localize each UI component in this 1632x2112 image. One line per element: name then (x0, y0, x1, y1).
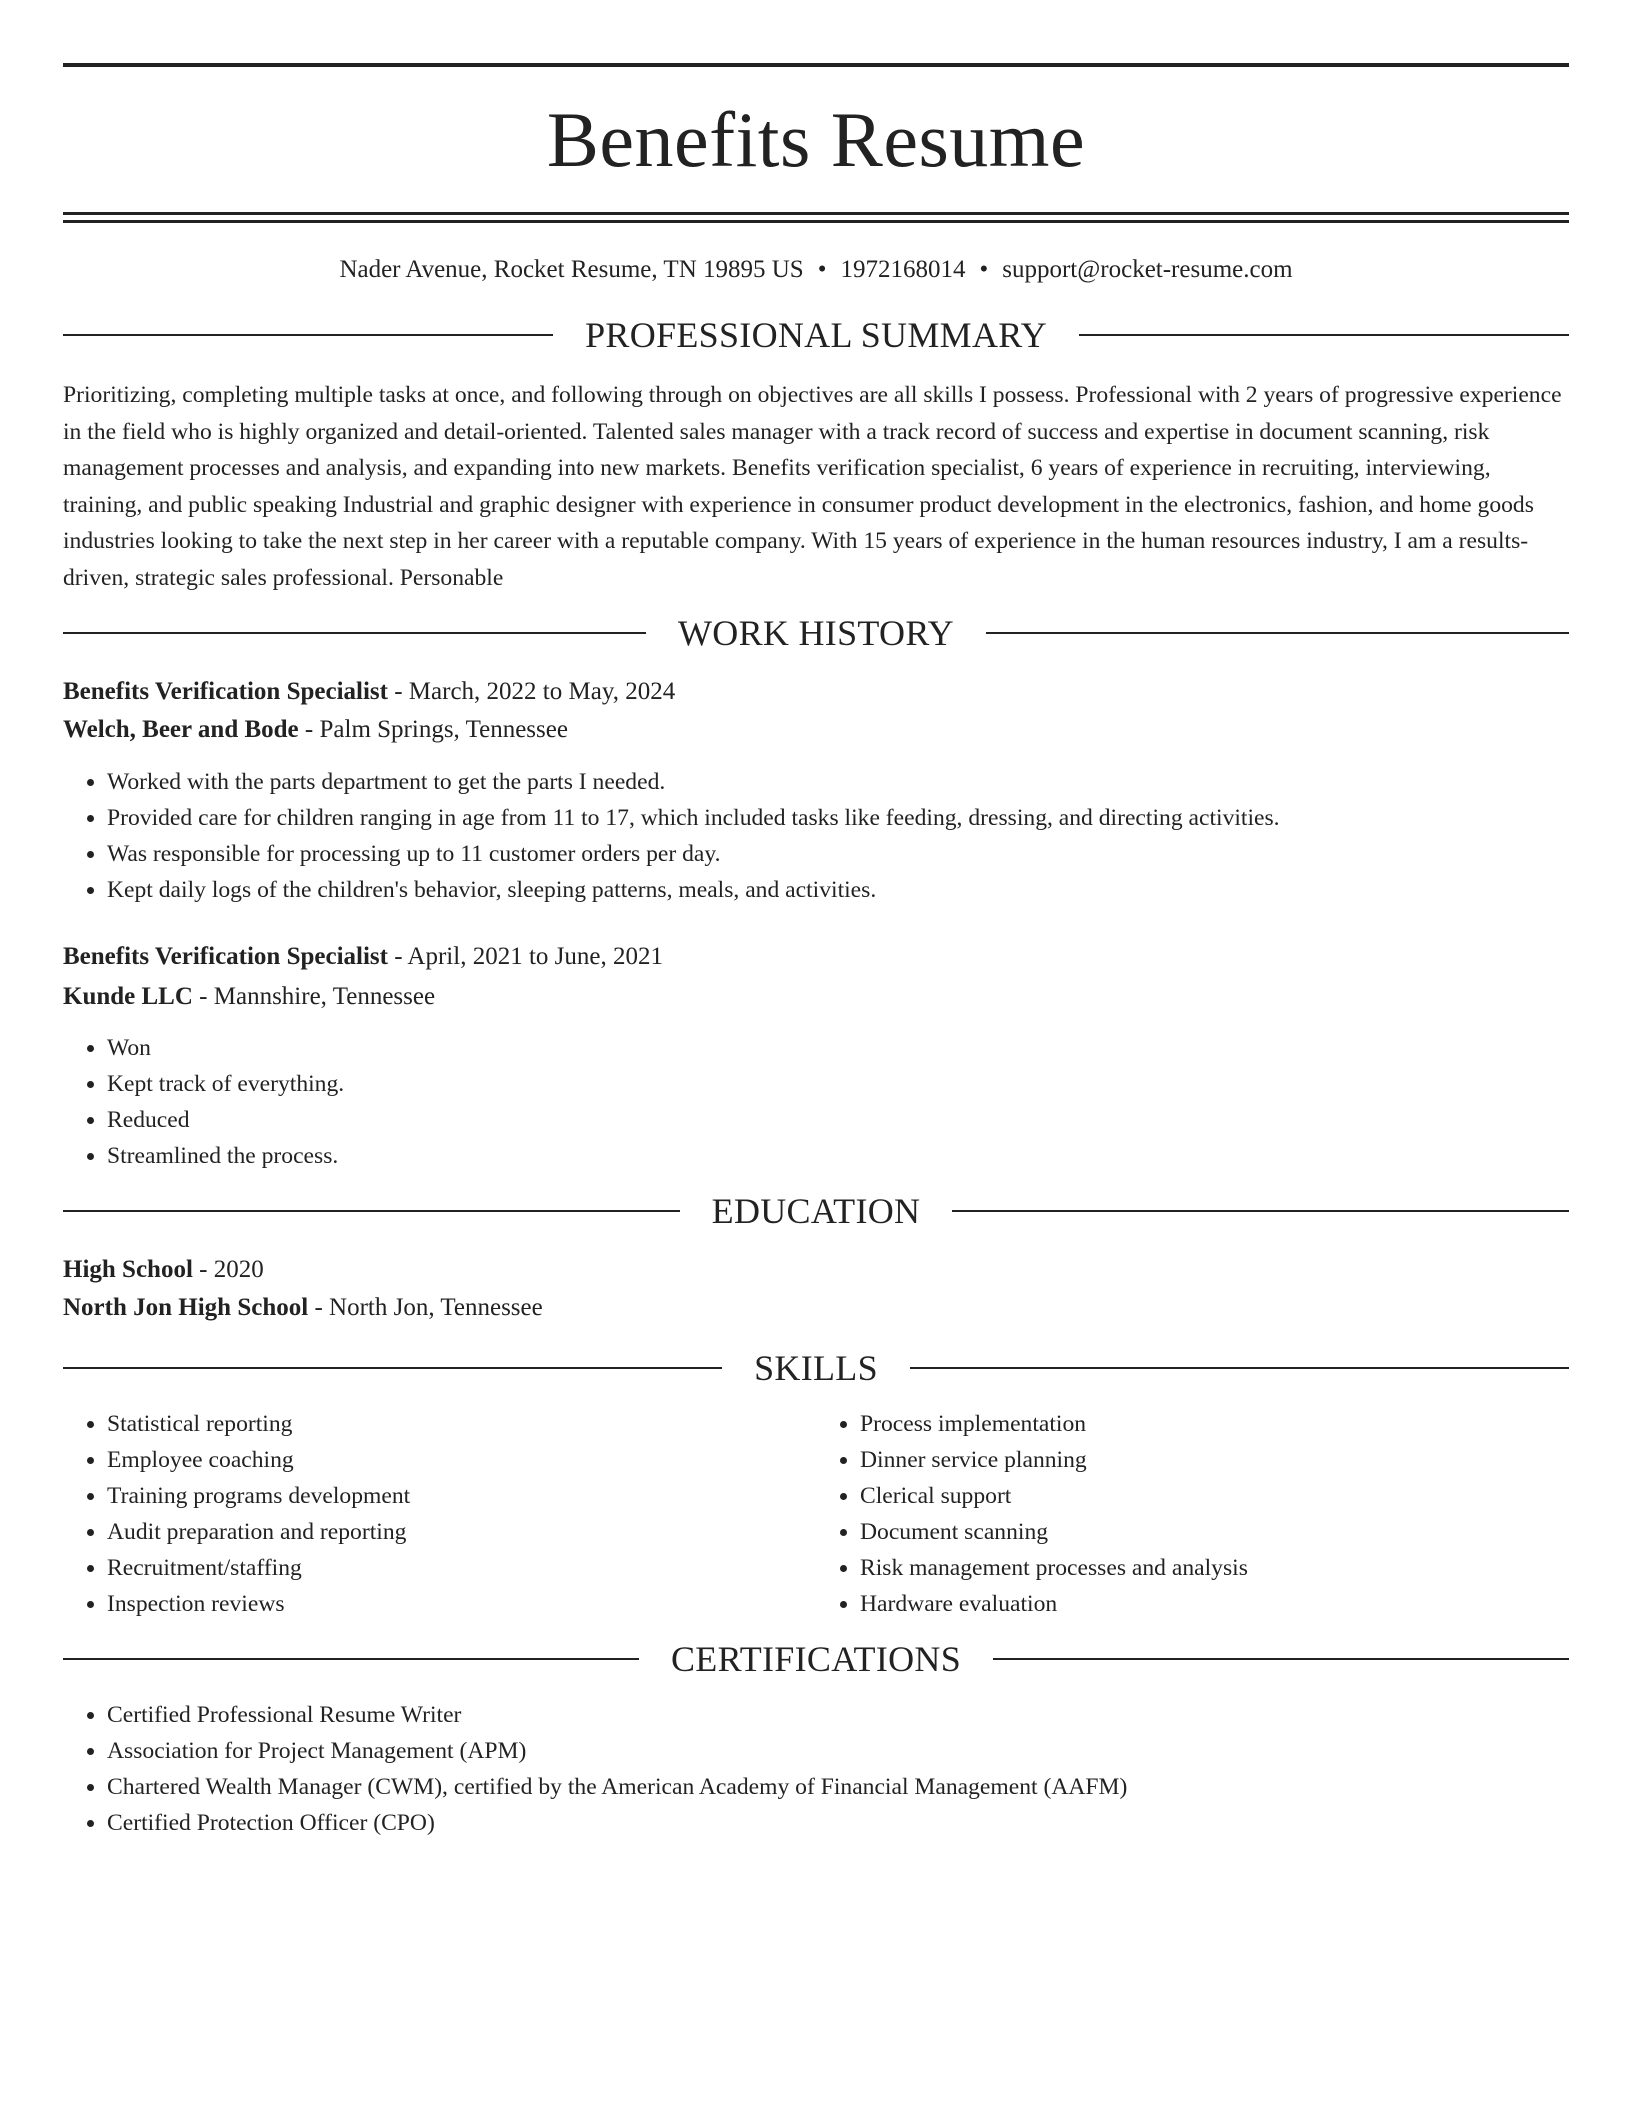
heading-rule (952, 1210, 1569, 1212)
job-location: - Mannshire, Tennessee (192, 983, 436, 1010)
job-title: Benefits Verification Specialist (63, 943, 388, 970)
certifications-list (63, 1697, 1569, 1841)
job-entry (63, 673, 1569, 908)
job-company-line (63, 978, 1569, 1016)
list-item: • Association for Project Management (APM) (107, 1733, 1569, 1769)
list-item: • Inspection reviews (107, 1586, 816, 1622)
contact-address: Nader Avenue, Rocket Resume, TN 19895 US (339, 256, 804, 283)
heading-rule (986, 632, 1569, 634)
list-item: • Was responsible for processing up to 11 customer orders per day. (107, 836, 1569, 872)
list-item: • Employee coaching (107, 1442, 816, 1478)
list-item: • Recruitment/staffing (107, 1550, 816, 1586)
job-entry (63, 938, 1569, 1174)
education-school: North Jon High School (63, 1294, 309, 1321)
section-heading-certifications (63, 1641, 1569, 1677)
contact-separator: • (817, 256, 827, 283)
job-bullets (63, 764, 1569, 908)
heading-rule (910, 1367, 1569, 1369)
section-heading-work-history (63, 615, 1569, 651)
resume-title: Benefits Resume (546, 96, 1086, 183)
skills-list-left (63, 1406, 816, 1622)
education-degree: High School (63, 1256, 193, 1283)
section-heading-education (63, 1193, 1569, 1229)
list-item: • Dinner service planning (860, 1442, 1569, 1478)
job-bullets (63, 1030, 1569, 1174)
heading-rule (63, 1210, 680, 1212)
skills-grid (63, 1406, 1569, 1622)
list-item: • Reduced (107, 1102, 1569, 1138)
education-location: - North Jon, Tennessee (308, 1294, 543, 1321)
job-title: Benefits Verification Specialist (63, 678, 388, 705)
education-entry (63, 1251, 1569, 1327)
contact-line (63, 257, 1569, 282)
section-title: CERTIFICATIONS (670, 1639, 962, 1679)
list-item: • Chartered Wealth Manager (CWM), certified by the American Academy of Financial Management (AAFM) (107, 1769, 1569, 1805)
list-item: • Worked with the parts department to get the parts I needed. (107, 764, 1569, 800)
list-item: • Certified Professional Resume Writer (107, 1697, 1569, 1733)
list-item: • Kept daily logs of the children's behavior, sleeping patterns, meals, and activities. (107, 872, 1569, 908)
section-title: WORK HISTORY (678, 613, 954, 653)
section-title: PROFESSIONAL SUMMARY (585, 315, 1047, 355)
heading-rule (993, 1658, 1569, 1660)
heading-rule (1079, 334, 1569, 336)
list-item: • Kept track of everything. (107, 1066, 1569, 1102)
list-item: • Risk management processes and analysis (860, 1550, 1569, 1586)
list-item: • Provided care for children ranging in age from 11 to 17, which included tasks like feeding, dressing, and directing activities. (107, 800, 1569, 836)
education-school-line (63, 1289, 1569, 1327)
contact-phone: 1972168014 (840, 256, 966, 283)
contact-separator: • (979, 256, 989, 283)
job-company-line (63, 711, 1569, 749)
list-item: • Statistical reporting (107, 1406, 816, 1442)
list-item: • Won (107, 1030, 1569, 1066)
education-year: - 2020 (192, 1256, 264, 1283)
list-item: • Audit preparation and reporting (107, 1514, 816, 1550)
job-title-line (63, 938, 1569, 976)
list-item: • Certified Protection Officer (CPO) (107, 1805, 1569, 1841)
list-item: • Process implementation (860, 1406, 1569, 1442)
list-item: • Training programs development (107, 1478, 816, 1514)
summary-text: Prioritizing, completing multiple tasks at once, and following through on objectives are all skills I possess. Professional with 2 years of progressive experience in the field who is highly organized and detail-oriented. Talented sales manager with a track record of success and expertise in document scanning, risk management processes and analysis, and expanding into new markets. Benefits verification specialist, 6 years of experience in recruiting, interviewing, training, and public speaking Industrial and graphic designer with experience in consumer product development in the electronics, fashion, and home goods industries looking to take the next step in her career with a reputable company. With 15 years of experience in the human resources industry, I am a results-driven, strategic sales professional. Personable (63, 382, 1562, 591)
section-title: SKILLS (754, 1348, 878, 1388)
job-location: - Palm Springs, Tennessee (298, 716, 568, 743)
education-degree-line (63, 1251, 1569, 1289)
skills-list-right (816, 1406, 1569, 1622)
job-title-line (63, 673, 1569, 711)
title-double-rule (63, 212, 1569, 223)
section-heading-skills (63, 1350, 1569, 1386)
contact-email: support@rocket-resume.com (1002, 256, 1293, 283)
list-item: • Streamlined the process. (107, 1138, 1569, 1174)
job-dates: - April, 2021 to June, 2021 (387, 943, 663, 970)
heading-rule (63, 334, 553, 336)
job-company: Welch, Beer and Bode (63, 716, 299, 743)
list-item: • Hardware evaluation (860, 1586, 1569, 1622)
job-dates: - March, 2022 to May, 2024 (387, 678, 676, 705)
heading-rule (63, 632, 646, 634)
section-heading-summary (63, 317, 1569, 353)
section-title: EDUCATION (711, 1191, 921, 1231)
list-item: • Document scanning (860, 1514, 1569, 1550)
list-item: • Clerical support (860, 1478, 1569, 1514)
heading-rule (63, 1658, 639, 1660)
heading-rule (63, 1367, 722, 1369)
job-company: Kunde LLC (63, 983, 193, 1010)
top-rule (63, 63, 1569, 67)
